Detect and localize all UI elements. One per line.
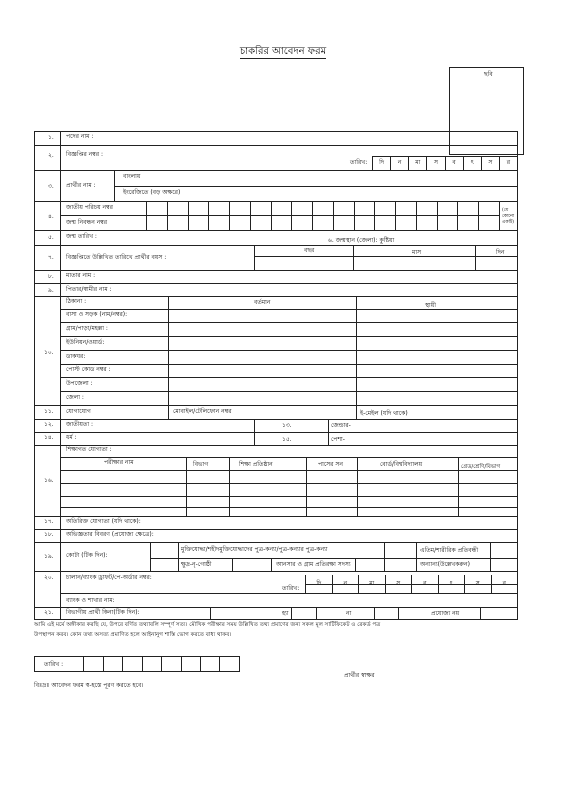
edu-header-institution: শিক্ষা প্রতিষ্ঠান	[239, 461, 273, 468]
departmental-no: না	[346, 610, 352, 617]
footnote: বিঃদ্রঃ আবেদন ফরম স্ব-হস্তে পূরণ করতে হবে।	[34, 682, 144, 689]
birthplace-label: ৬. জন্মস্থান (জেলা): কুষ্টিয়া	[328, 237, 395, 244]
address-field: গ্রাম/পাড়া/মহল্লা :	[66, 325, 108, 332]
gender-label: জেন্ডার-	[331, 422, 351, 429]
edu-header-year: পাসের সন	[318, 461, 343, 468]
row-num-21: ২১.	[44, 609, 54, 616]
row-num-16: ১৬.	[44, 477, 54, 484]
row-num-13: ১৩.	[282, 422, 292, 429]
nationality-label: জাতীয়তা :	[66, 421, 94, 428]
either-one-note: (যে কোনো একটি)	[502, 208, 515, 225]
departmental-yes: হ্যা	[282, 610, 289, 617]
nid-cells[interactable]	[146, 201, 500, 215]
quota-others: অন্যান্য(উল্লেখকরুন)	[420, 561, 470, 568]
row-num-9: ৯.	[48, 287, 54, 294]
email-label: ই-মেইল (যদি থাকে)	[360, 410, 408, 417]
form-title: চাকরির আবেদন ফরম	[239, 46, 327, 57]
address-field: উপজেলা :	[66, 380, 93, 387]
row-num-3: ৩.	[48, 183, 54, 190]
address-field: বাসা ও সড়ক (নাম/নম্বর):	[66, 311, 128, 318]
row-num-15: ১৫.	[282, 436, 292, 443]
age-month-label: মাস	[412, 249, 422, 256]
father-name-label: পিতার/স্বামীর নাম :	[66, 286, 112, 293]
mother-name-label: মাতার নাম :	[66, 272, 96, 279]
present-address-header: বর্তমান	[254, 299, 271, 306]
age-year-label: বছর	[304, 247, 315, 254]
bank-branch-label: ব্যাংক ও শাখার নাম:	[66, 597, 115, 604]
row-num-20: ২০.	[44, 574, 54, 581]
challan-date-cells[interactable]: দি ন মা স ব ৎ স র	[305, 575, 518, 593]
post-name-label: পদের নাম :	[66, 133, 94, 140]
sign-date-label: তারিখ :	[44, 661, 64, 668]
permanent-address-header: স্থায়ী	[425, 302, 436, 309]
name-bangla-label: বাংলায়	[123, 173, 141, 180]
quota-ansar: আনসার ও গ্রাম প্রতিরক্ষা সদস্য	[276, 561, 351, 568]
address-field: জেলা :	[66, 394, 84, 401]
row-num-17: ১৭.	[44, 518, 54, 525]
quota-freedom-fighter: মুক্তিযোদ্ধা/শহীদমুক্তিযোদ্ধাদের পুত্র-কন্যা/পুত্র-কন্যার পুত্র-কন্যা	[181, 546, 328, 553]
age-label: বিজ্ঞপ্তিতে উল্লিখিত তারিখে প্রার্থীর বয়স :	[66, 254, 167, 261]
address-label: ঠিকানা :	[66, 298, 87, 305]
declaration-text: আমি এই মর্মে অঙ্গীকার করছি যে, উপরে বর্ণিত তথ্যাবলি সম্পূর্ণ সত্য। মৌখিক পরীক্ষার সময় উল্লিখিত তথ্য প্রমাণের জন্য সকল মূল সার্টিফিকেট ও রেকর্ড পত্র	[34, 622, 381, 628]
address-field: পোস্ট কোড নম্বর :	[66, 366, 111, 373]
circular-number-label: বিজ্ঞপ্তির নম্বর :	[66, 151, 103, 158]
departmental-label: বিভাগীয় প্রার্থী কিনা(টিক দিন):	[66, 609, 140, 616]
row-num-18: ১৮.	[44, 531, 54, 538]
candidate-name-label: প্রার্থীর নাম :	[66, 182, 96, 189]
row-num-4: ৪.	[48, 213, 54, 220]
address-field: ডাকঘর:	[66, 353, 86, 360]
mobile-label: মোবাইল/টেলিফোন নম্বর	[173, 408, 232, 415]
birth-reg-cells[interactable]	[146, 215, 500, 230]
challan-date-label: তারিখ:	[282, 585, 300, 592]
quota-ethnic: ক্ষুদ্র-নৃ-গোষ্ঠী	[181, 561, 212, 568]
row-num-12: ১২.	[44, 421, 54, 428]
declaration-text-2: উপস্থাপন করব। কোন তথ্য অসত্য প্রমাণিত হলে আইনানুগ শাস্তি ভোগ করতে বাধ্য থাকব।	[34, 632, 232, 638]
birth-reg-label: জন্ম নিবন্ধন নম্বর	[66, 219, 108, 226]
edu-header-group: বিভাগ	[193, 461, 209, 468]
row-num-11: ১১.	[44, 408, 54, 415]
birth-date-label: জন্ম তারিখ :	[66, 233, 97, 240]
row-num-19: ১৯.	[44, 553, 54, 560]
row-num-1: ১.	[48, 134, 54, 141]
occupation-label: পেশা-	[331, 436, 345, 443]
photo-label: ছবি	[484, 71, 493, 78]
nid-label: জাতীয় পরিচয় নম্বর	[66, 204, 113, 211]
circular-date-label: তারিখ:	[350, 159, 368, 166]
education-label: শিক্ষাগত যোগ্যতা :	[66, 446, 112, 453]
age-day-label: দিন	[496, 249, 505, 256]
challan-label: চালান/ব্যাংক ড্রাফট/পে-অর্ডার নম্বর:	[66, 574, 152, 581]
experience-label: অভিজ্ঞতার বিবরণ (প্রযোজ্য ক্ষেত্রে):	[66, 531, 154, 538]
row-num-8: ৮.	[48, 273, 54, 280]
quota-label: কোটা (টিক দিন):	[66, 552, 108, 559]
row-num-2: ২.	[48, 152, 54, 159]
contact-label: যোগাযোগ	[66, 408, 91, 415]
sign-date-cells[interactable]	[34, 656, 240, 672]
address-field: ইউনিয়ন/ওয়ার্ড:	[66, 339, 105, 346]
edu-header-board: বোর্ড/বিশ্ববিদ্যালয়	[380, 461, 423, 468]
row-num-5: ৫.	[48, 234, 54, 241]
edu-header-exam: পরীক্ষার নাম	[104, 459, 134, 466]
extra-qualification-label: অতিরিক্ত যোগ্যতা (যদি থাকে):	[66, 518, 141, 525]
signature-label: প্রার্থীর স্বাক্ষর	[344, 672, 375, 679]
name-english-label: ইংরেজিতে (বড় অক্ষরে)	[123, 189, 181, 196]
row-num-7: ৭.	[48, 254, 54, 261]
row-num-10: ১০.	[44, 349, 54, 356]
row-num-14: ১৪.	[44, 434, 54, 441]
religion-label: ধর্ম :	[66, 434, 77, 441]
edu-header-grade: গ্রেড/শ্রেণি/বিভাগ	[461, 464, 501, 470]
circular-date-cells[interactable]: দি ন মা স ব ৎ স র	[372, 156, 518, 170]
departmental-na: প্রযোজ্য নয়	[431, 610, 460, 617]
quota-orphan-disabled: এতিম/শারীরিক প্রতিবন্ধী	[420, 547, 479, 554]
